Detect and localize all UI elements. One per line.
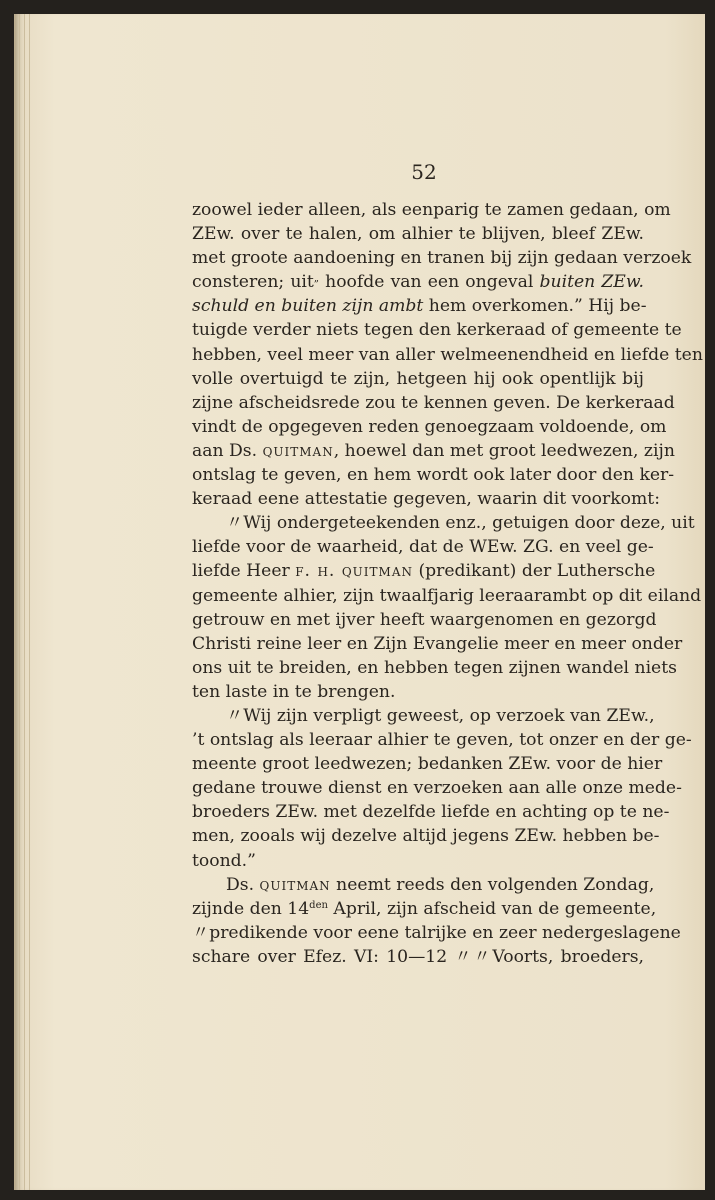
text-line xyxy=(192,584,702,608)
page-edge-line xyxy=(29,14,30,1190)
text-run: getrouw en met ijver heeft waargenomen en gezorgd xyxy=(192,609,657,630)
text-line xyxy=(192,632,683,656)
text-run: consteren; uit xyxy=(192,272,314,293)
text-run: April, zijn afscheid van de gemeente, xyxy=(327,898,657,919)
text-run: 〃Wij ondergeteekenden enz., getuigen door deze, uit xyxy=(226,513,695,534)
text-run: aan Ds. xyxy=(192,440,263,461)
text-line xyxy=(192,198,671,222)
text-line xyxy=(192,680,644,704)
text-line xyxy=(192,704,655,728)
text-run: Christi reine leer en Zijn Evangelie meer en meer onder xyxy=(192,633,683,654)
text-line xyxy=(192,318,682,342)
text-run: meente groot leedwezen; bedanken ZEw. voor de hier xyxy=(192,754,663,775)
text-run: ontslag te geven, en hem wordt ook later door den ker- xyxy=(192,465,675,486)
text-line xyxy=(192,270,644,294)
text-line xyxy=(192,728,692,752)
text-line xyxy=(192,873,655,897)
text-line xyxy=(192,945,644,969)
text-line xyxy=(192,367,644,391)
name-small-caps: quitman xyxy=(262,440,334,461)
text-line xyxy=(192,752,663,776)
text-line xyxy=(192,559,656,583)
text-run: zoowel ieder alleen, als eenparig te zamen gedaan, om xyxy=(192,200,671,220)
text-run: (predikant) der Luthersche xyxy=(412,561,656,582)
text-run: tuigde verder niets tegen den kerkeraad of gemeente te xyxy=(192,320,682,341)
superscript: „ xyxy=(313,273,319,285)
page-edge-line xyxy=(19,14,20,1190)
page-edge-line xyxy=(24,14,25,1190)
text-run: hebben, veel meer van aller welmeenendheid en liefde ten xyxy=(192,344,703,365)
text-line xyxy=(192,824,660,848)
text-run: gedane trouwe dienst en verzoeken aan alle onze mede- xyxy=(192,778,682,799)
text-run: broeders ZEw. met dezelfde liefde en achting op te ne- xyxy=(192,802,670,823)
text-run: volle overtuigd te zijn, hetgeen hij ook opentlijk bij xyxy=(192,368,644,389)
text-line xyxy=(192,463,675,487)
text-run: gemeente alhier, zijn twaalfjarig leeraarambt op dit eiland xyxy=(192,585,702,606)
text-run: hem overkomen.” Hij be- xyxy=(423,296,647,317)
text-run: schare over Efez. VI: 10—12 〃〃Voorts, broeders, xyxy=(192,946,644,967)
name-small-caps: quitman xyxy=(259,874,331,895)
text-line xyxy=(192,294,647,318)
text-run: ten laste in te brengen. xyxy=(192,681,396,702)
text-run: liefde Heer xyxy=(192,561,296,582)
superscript: den xyxy=(309,899,328,911)
text-line xyxy=(192,921,681,945)
text-line xyxy=(192,439,675,463)
text-run: 〃predikende voor eene talrijke en zeer nedergeslagene xyxy=(192,922,681,943)
text-run: zijne afscheidsrede zou te kennen geven. De kerkeraad xyxy=(192,392,675,413)
text-line xyxy=(192,608,657,632)
text-line xyxy=(192,487,660,511)
text-line xyxy=(192,897,657,921)
text-line xyxy=(192,800,670,824)
text-run: men, zooals wij dezelve altijd jegens ZEw. hebben be- xyxy=(192,826,660,847)
text-run: met groote aandoening en tranen bij zijn gedaan verzoek xyxy=(192,248,692,269)
text-run: ons uit te breiden, en hebben tegen zijnen wandel niets xyxy=(192,657,677,678)
body-text xyxy=(192,198,703,969)
text-run: ZEw. over te halen, om alhier te blijven, bleef ZEw. xyxy=(192,224,644,245)
italic-text: schuld en buiten zijn ambt xyxy=(192,296,424,317)
text-line xyxy=(192,849,644,873)
text-run: zijnde den 14 xyxy=(192,898,310,919)
text-line xyxy=(192,415,667,439)
text-run: Ds. xyxy=(226,874,260,895)
text-line xyxy=(192,391,675,415)
text-line xyxy=(192,511,695,535)
text-run: toond.” xyxy=(192,850,256,871)
text-run: vindt de opgegeven reden genoegzaam voldoende, om xyxy=(192,416,667,437)
page-number: 52 xyxy=(411,160,437,184)
text-run: 〃Wij zijn verpligt geweest, op verzoek van ZEw., xyxy=(226,705,655,726)
text-line xyxy=(192,776,682,800)
text-run: hoofde van een ongeval xyxy=(319,272,540,293)
text-line xyxy=(192,222,644,246)
text-run: ’t ontslag als leeraar alhier te geven, tot onzer en der ge- xyxy=(192,730,692,751)
text-line xyxy=(192,535,654,559)
text-line xyxy=(192,246,692,270)
text-line xyxy=(192,343,703,367)
text-run: keraad eene attestatie gegeven, waarin dit voorkomt: xyxy=(192,489,660,510)
text-run: neemt reeds den volgenden Zondag, xyxy=(330,874,655,895)
italic-text: buiten ZEw. xyxy=(539,272,644,293)
text-run: , hoewel dan met groot leedwezen, zijn xyxy=(333,440,675,461)
name-small-caps: f. h. quitman xyxy=(295,561,413,582)
text-run: liefde voor de waarheid, dat de WEw. ZG. en veel ge- xyxy=(192,537,654,558)
text-line xyxy=(192,656,677,680)
